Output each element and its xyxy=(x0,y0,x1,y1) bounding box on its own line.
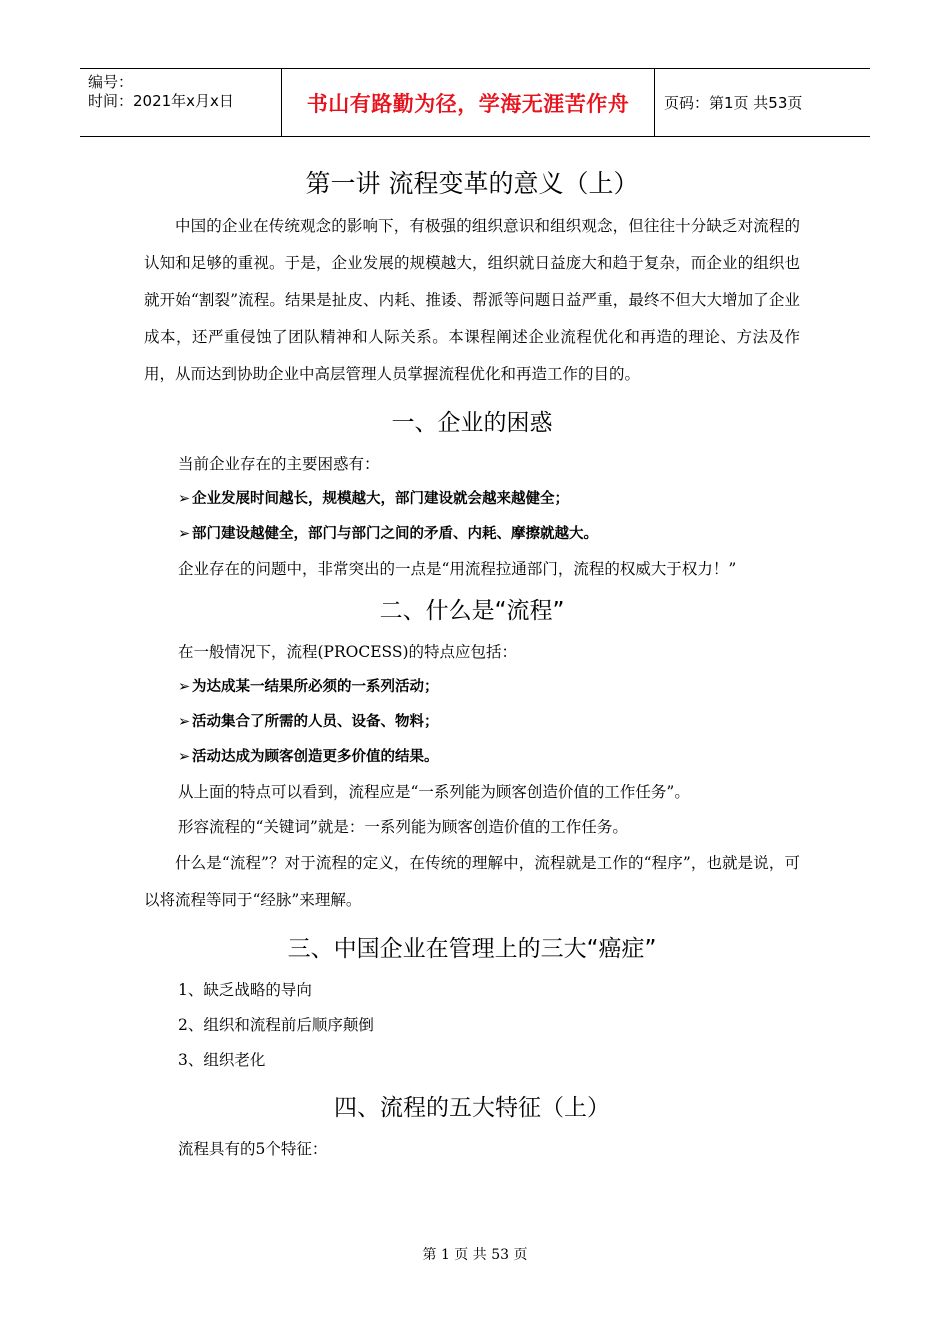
section-heading-4: 四、流程的五大特征（上） xyxy=(334,1095,610,1121)
page-footer: 第 1 页 共 53 页 xyxy=(422,1247,528,1263)
list-item: ➢ 活动集合了所需的人员、设备、物料； xyxy=(144,705,800,740)
header-motto-cell xyxy=(281,69,655,136)
intro-paragraph: 中国的企业在传统观念的影响下，有极强的组织意识和组织观念，但往往十分缺乏对流程的认知和足够的重视。于是，企业发展的规模越大，组织就日益庞大和趋于复杂，而企业的组织也就开始“割裂”流程。结果是扯皮、内耗、推诿、帮派等问题日益严重，最终不但大大增加了企业成本，还严重侵蚀了团队精神和人际关系。本课程阐述企业流程优化和再造的理论、方法及作用，从而达到协助企业中高层管理人员掌握流程优化和再造工作的目的。 xyxy=(144,217,800,383)
header-table xyxy=(80,68,870,137)
list-item: 3、组织老化 xyxy=(178,1051,266,1069)
section-heading-1: 一、企业的困惑 xyxy=(391,410,553,436)
list-item: ➢ 活动达成为顾客创造更多价值的结果。 xyxy=(144,740,800,775)
document-number-label: 编号： xyxy=(88,73,134,91)
section1-lead: 当前企业存在的主要困惑有： xyxy=(178,455,380,473)
header-page-cell xyxy=(655,69,870,136)
header-page-label: 页码：第1页 共53页 xyxy=(664,94,803,112)
section2-paragraph: 什么是“流程”？对于流程的定义，在传统的理解中，流程就是工作的“程序”，也就是说，可以将流程等同于“经脉”来理解。 xyxy=(144,854,800,909)
section-heading-2: 二、什么是“流程” xyxy=(379,598,565,624)
section2-line-2: 形容流程的“关键词”就是：一系列能为顾客创造价值的工作任务。 xyxy=(178,818,628,836)
header-info-cell xyxy=(80,69,281,136)
document-body xyxy=(144,160,800,1167)
list-item: ➢ 企业发展时间越长，规模越大，部门建设就会越来越健全； xyxy=(144,482,800,517)
list-item: 1、缺乏战略的导向 xyxy=(178,981,312,999)
list-item: ➢ 部门建设越健全，部门与部门之间的矛盾、内耗、摩擦就越大。 xyxy=(144,517,800,552)
bullet-arrow-icon: ➢ xyxy=(178,491,191,507)
bullet-arrow-icon: ➢ xyxy=(178,749,191,765)
section-heading-3: 三、中国企业在管理上的三大“癌症” xyxy=(287,936,657,962)
section2-line-1: 从上面的特点可以看到，流程应是“一系列能为顾客创造价值的工作任务”。 xyxy=(178,783,690,801)
list-item: 2、组织和流程前后顺序颠倒 xyxy=(178,1016,374,1034)
bullet-arrow-icon: ➢ xyxy=(178,714,191,730)
list-item: ➢ 为达成某一结果所必须的一系列活动； xyxy=(144,670,800,705)
page-title: 第一讲 流程变革的意义（上） xyxy=(305,169,639,198)
document-time-label: 时间：2021年x月x日 xyxy=(88,92,234,110)
header-motto: 书山有路勤为径，学海无涯苦作舟 xyxy=(306,91,630,116)
section4-lead: 流程具有的5个特征： xyxy=(178,1140,328,1158)
bullet-arrow-icon: ➢ xyxy=(178,526,191,542)
section2-lead: 在一般情况下，流程(PROCESS)的特点应包括： xyxy=(178,643,518,661)
section1-tail: 企业存在的问题中，非常突出的一点是“用流程拉通部门，流程的权威大于权力！” xyxy=(178,560,737,578)
bullet-arrow-icon: ➢ xyxy=(178,679,191,695)
